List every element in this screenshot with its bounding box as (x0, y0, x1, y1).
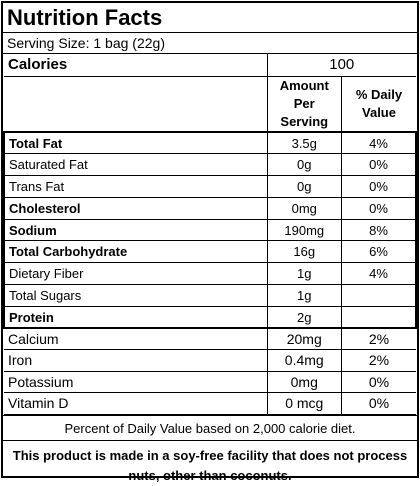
calories-value: 100 (267, 54, 416, 76)
nutrient-row (4, 263, 416, 285)
nutrient-amount: 0g (267, 176, 342, 198)
nutrient-name: Saturated Fat (4, 154, 267, 176)
nutrient-name: Calcium (4, 328, 267, 350)
serving-size: Serving Size: 1 bag (22g) (3, 33, 417, 54)
nutrient-amount: 0.4mg (267, 350, 342, 372)
nutrient-amount: 16g (267, 241, 342, 263)
nutrient-amount: 3.5g (267, 132, 342, 154)
nutrient-row (4, 132, 416, 154)
nutrition-table (3, 54, 417, 415)
nutrient-daily-value: 8% (342, 219, 417, 241)
nutrient-row (4, 241, 416, 263)
nutrient-amount: 0mg (267, 197, 342, 219)
daily-value-footnote: Percent of Daily Value based on 2,000 calorie diet. (3, 415, 417, 441)
daily-value-column-header (342, 76, 417, 132)
nutrient-daily-value: 0% (342, 197, 417, 219)
amount-header-line2: Per Serving (280, 95, 329, 129)
label-title: Nutrition Facts (3, 3, 417, 33)
nutrient-amount: 2g (267, 306, 342, 328)
nutrient-daily-value: 2% (342, 328, 417, 350)
nutrient-daily-value: 4% (342, 132, 417, 154)
column-header-row (4, 76, 416, 132)
nutrient-row (4, 219, 416, 241)
nutrient-name: Potassium (4, 371, 267, 393)
nutrient-name: Total Fat (4, 132, 267, 154)
nutrient-row (4, 176, 416, 198)
nutrient-daily-value: 6% (342, 241, 417, 263)
nutrient-amount: 1g (267, 285, 342, 307)
calories-label: Calories (4, 54, 267, 76)
nutrient-name: Dietary Fiber (4, 263, 267, 285)
amount-header-line1: Amount (279, 77, 329, 93)
nutrient-name: Total Carbohydrate (4, 241, 267, 263)
nutrient-rows (4, 132, 416, 328)
nutrient-daily-value: 0% (342, 176, 417, 198)
nutrient-row (4, 285, 416, 307)
nutrient-name: Trans Fat (4, 176, 267, 198)
nutrient-amount: 0 mcg (267, 393, 342, 415)
nutrient-name: Cholesterol (4, 197, 267, 219)
nutrient-daily-value: 0% (342, 393, 417, 415)
nutrient-name: Sodium (4, 219, 267, 241)
allergen-line-1: This product is made in a soy-free facility that does not process (12, 447, 408, 463)
nutrient-amount: 190mg (267, 219, 342, 241)
nutrient-daily-value: 2% (342, 350, 417, 372)
nutrient-daily-value: 4% (342, 263, 417, 285)
nutrient-amount: 0g (267, 154, 342, 176)
nutrient-daily-value (342, 306, 417, 328)
nutrient-row (4, 197, 416, 219)
nutrient-column-header (4, 76, 267, 132)
nutrition-facts-label (1, 1, 419, 483)
vitamin-row (4, 371, 416, 393)
amount-column-header (267, 76, 342, 132)
vitamin-row (4, 328, 416, 350)
dv-header-line1: % Daily (355, 86, 403, 102)
nutrient-daily-value: 0% (342, 371, 417, 393)
nutrient-amount: 20mg (267, 328, 342, 350)
nutrient-amount: 0mg (267, 371, 342, 393)
nutrient-row (4, 154, 416, 176)
nutrient-daily-value (342, 285, 417, 307)
allergen-line-2: nuts, other than coconuts. (128, 467, 292, 483)
nutrient-amount: 1g (267, 263, 342, 285)
vitamin-row (4, 393, 416, 415)
nutrient-name: Iron (4, 350, 267, 372)
allergen-statement (3, 441, 417, 486)
vitamin-rows (4, 328, 416, 414)
nutrient-name: Vitamin D (4, 393, 267, 415)
nutrient-name: Total Sugars (4, 285, 267, 307)
nutrient-row (4, 306, 416, 328)
vitamin-row (4, 350, 416, 372)
nutrient-name: Protein (4, 306, 267, 328)
dv-header-line2: Value (362, 104, 396, 120)
calories-row (4, 54, 416, 76)
nutrient-daily-value: 0% (342, 154, 417, 176)
